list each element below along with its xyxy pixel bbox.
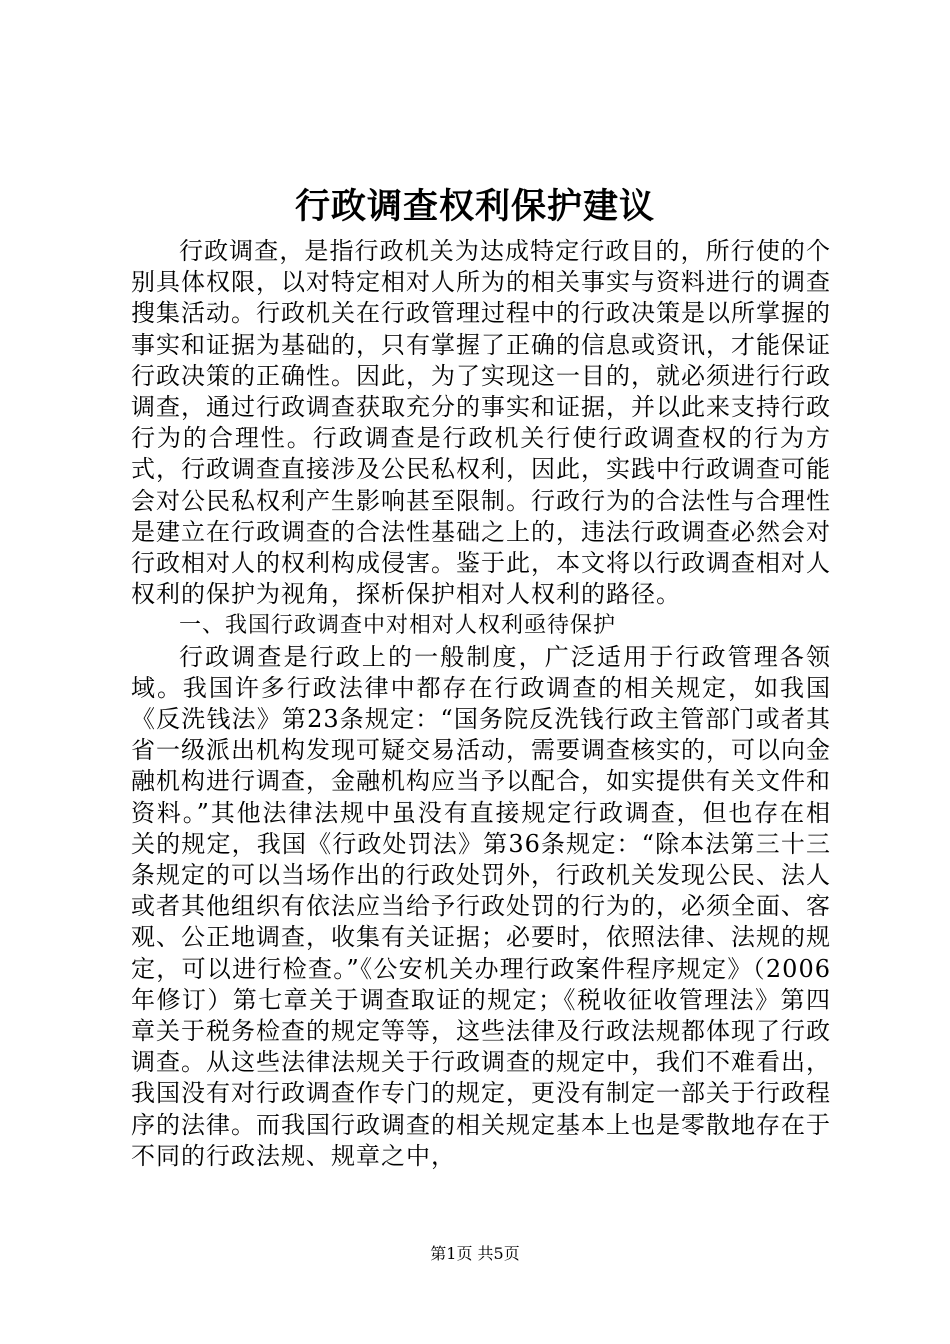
paragraph-intro: 行政调查，是指行政机关为达成特定行政目的，所行使的个别具体权限，以对特定相对人所为的相关事实与资料进行的调查搜集活动。行政机关在行政管理过程中的行政决策是以所掌握的事实和证据为基础的，只有掌握了正确的信息或资讯，才能保证行政决策的正确性。因此，为了实现这一目的，就必须进行行政调查，通过行政调查获取充分的事实和证据，并以此来支持行政行为的合理性。行政调查是行政机关行使行政调查权的行为方式，行政调查直接涉及公民私权利，因此，实践中行政调查可能会对公民私权利产生影响甚至限制。行政行为的合法性与合理性是建立在行政调查的合法性基础之上的，违法行政调查必然会对行政相对人的权利构成侵害。鉴于此，本文将以行政调查相对人权利的保护为视角，探析保护相对人权利的路径。 (131, 237, 831, 609)
section-heading: 一、我国行政调查中对相对人权利亟待保护 (179, 613, 617, 639)
document-title: 行政调查权利保护建议 (294, 186, 655, 227)
page-number-footer: 第1页 共5页 (430, 1244, 520, 1263)
document-body (131, 236, 831, 1172)
paragraph-section-one: 行政调查是行政上的一般制度，广泛适用于行政管理各领域。我国许多行政法律中都存在行政调查的相关规定，如我国《反洗钱法》第23条规定：“国务院反洗钱行政主管部门或者其省一级派出机构发现可疑交易活动，需要调查核实的，可以向金融机构进行调查，金融机构应当予以配合，如实提供有关文件和资料。”其他法律法规中虽没有直接规定行政调查，但也存在相关的规定，我国《行政处罚法》第36条规定：“除本法第三十三条规定的可以当场作出的行政处罚外，行政机关发现公民、法人或者其他组织有依法应当给予行政处罚的行为的，必须全面、客观、公正地调查，收集有关证据；必要时，依照法律、法规的规定，可以进行检查。”《公安机关办理行政案件程序规定》（2006年修订）第七章关于调查取证的规定；《税收征收管理法》第四章关于税务检查的规定等等，这些法律及行政法规都体现了行政调查。从这些法律法规关于行政调查的规定中，我们不难看出，我国没有对行政调查作专门的规定，更没有制定一部关于行政程序的法律。而我国行政调查的相关规定基本上也是零散地存在于不同的行政法规、规章之中， (131, 642, 831, 1170)
